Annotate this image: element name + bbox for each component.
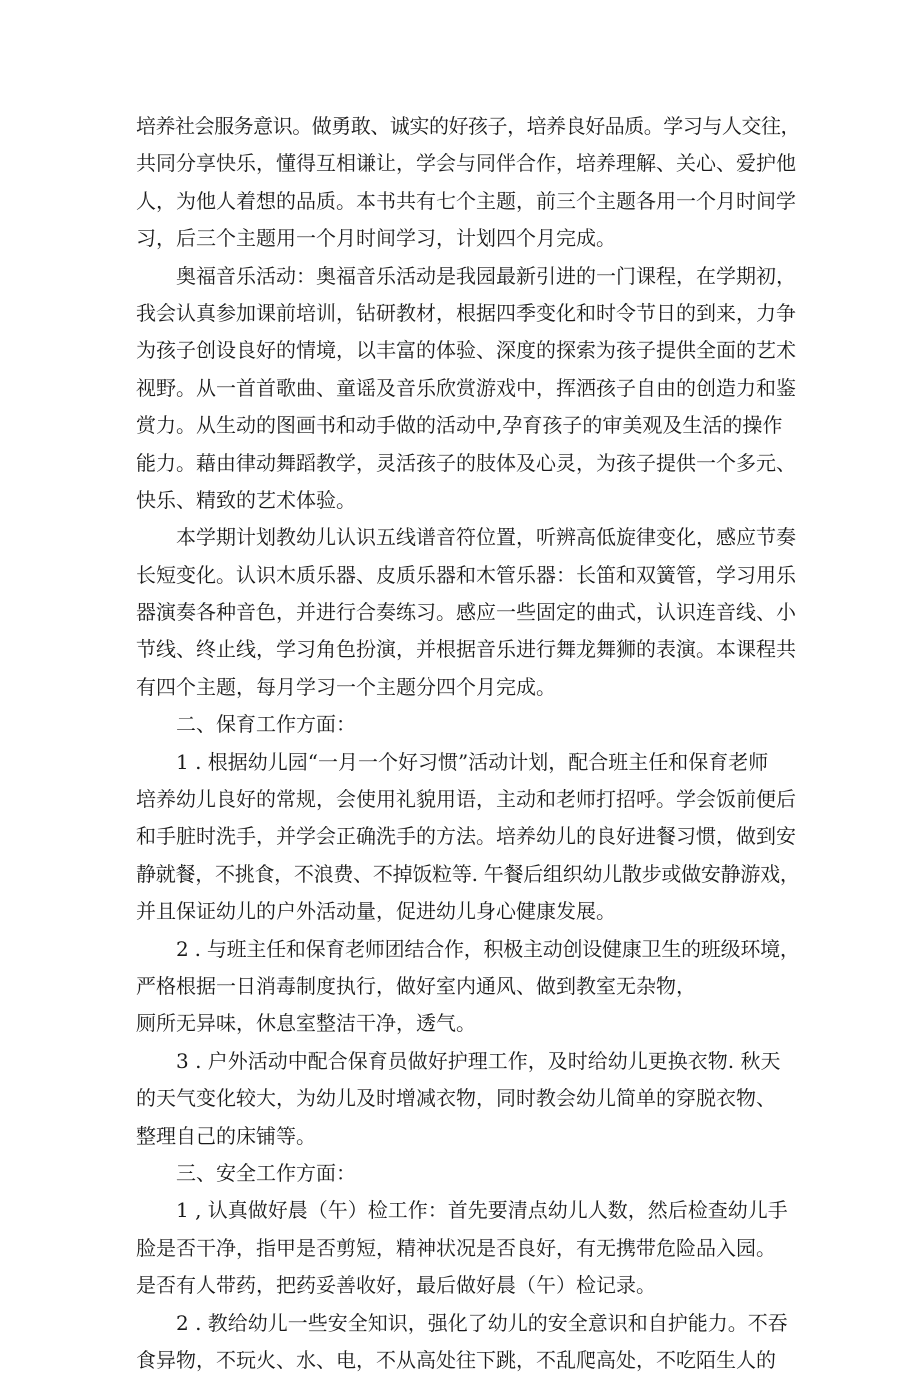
text-line: 的天气变化较大，为幼儿及时增减衣物，同时教会幼儿简单的穿脱衣物、 (136, 1080, 800, 1117)
paragraph (136, 931, 800, 1043)
text-line: 为孩子创设良好的情境，以丰富的体验、深度的探索为孩子提供全面的艺术 (136, 332, 800, 369)
text-line: 培养幼儿良好的常规，会使用礼貌用语，主动和老师打招呼。学会饭前便后 (136, 781, 800, 818)
text-line: 和手脏时洗手，并学会正确洗手的方法。培养幼儿的良好进餐习惯，做到安 (136, 818, 800, 855)
text-line: 视野。从一首首歌曲、童谣及音乐欣赏游戏中，挥洒孩子自由的创造力和鉴 (136, 370, 800, 407)
text-line: 我会认真参加课前培训，钻研教材，根据四季变化和时令节日的到来，力争 (136, 295, 800, 332)
text-line: 1 . 根据幼儿园“一月一个好习惯”活动计划，配合班主任和保育老师 (136, 744, 800, 781)
text-line: 静就餐，不挑食，不浪费、不掉饭粒等. 午餐后组织幼儿散步或做安静游戏， (136, 856, 800, 893)
text-line: 2 . 教给幼儿一些安全知识，强化了幼儿的安全意识和自护能力。不吞 (136, 1305, 800, 1342)
text-line: 器演奏各种音色，并进行合奏练习。感应一些固定的曲式，认识连音线、小 (136, 594, 800, 631)
paragraph (136, 1043, 800, 1155)
heading-text: 三、安全工作方面： (136, 1155, 800, 1192)
text-line: 快乐、精致的艺术体验。 (136, 482, 800, 519)
section-heading (136, 1155, 800, 1192)
document-body (136, 108, 800, 1379)
text-line: 人，为他人着想的品质。本书共有七个主题，前三个主题各用一个月时间学 (136, 183, 800, 220)
text-line: 2 . 与班主任和保育老师团结合作，积极主动创设健康卫生的班级环境， (136, 931, 800, 968)
text-line: 并且保证幼儿的户外活动量，促进幼儿身心健康发展。 (136, 893, 800, 930)
text-line: 脸是否干净，指甲是否剪短，精神状况是否良好，有无携带危险品入园。 (136, 1230, 800, 1267)
text-line: 有四个主题，每月学习一个主题分四个月完成。 (136, 669, 800, 706)
text-line: 1 , 认真做好晨（午）检工作：首先要清点幼儿人数，然后检查幼儿手 (136, 1192, 800, 1229)
text-line: 整理自己的床铺等。 (136, 1118, 800, 1155)
text-line: 能力。藉由律动舞蹈教学，灵活孩子的肢体及心灵，为孩子提供一个多元、 (136, 445, 800, 482)
text-line: 培养社会服务意识。做勇敢、诚实的好孩子，培养良好品质。学习与人交往， (136, 108, 800, 145)
text-line: 共同分享快乐，懂得互相谦让，学会与同伴合作，培养理解、关心、爱护他 (136, 145, 800, 182)
section-heading (136, 706, 800, 743)
paragraph (136, 1192, 800, 1304)
text-line: 赏力。从生动的图画书和动手做的活动中,孕育孩子的审美观及生活的操作 (136, 407, 800, 444)
text-line: 长短变化。认识木质乐器、皮质乐器和木管乐器：长笛和双簧管，学习用乐 (136, 557, 800, 594)
paragraph (136, 1305, 800, 1379)
text-line: 本学期计划教幼儿认识五线谱音符位置，听辨高低旋律变化，感应节奏 (136, 519, 800, 556)
text-line: 食异物，不玩火、水、电，不从高处往下跳，不乱爬高处，不吃陌生人的 (136, 1342, 800, 1379)
text-line: 严格根据一日消毒制度执行，做好室内通风、做到教室无杂物， (136, 968, 800, 1005)
paragraph (136, 108, 800, 258)
text-line: 习，后三个主题用一个月时间学习，计划四个月完成。 (136, 220, 800, 257)
text-line: 节线、终止线，学习角色扮演，并根据音乐进行舞龙舞狮的表演。本课程共 (136, 631, 800, 668)
text-line: 厕所无异味，休息室整洁干净，透气。 (136, 1005, 800, 1042)
heading-text: 二、保育工作方面： (136, 706, 800, 743)
text-line: 是否有人带药，把药妥善收好，最后做好晨（午）检记录。 (136, 1267, 800, 1304)
text-line: 3 . 户外活动中配合保育员做好护理工作，及时给幼儿更换衣物. 秋天 (136, 1043, 800, 1080)
paragraph (136, 519, 800, 706)
paragraph (136, 744, 800, 931)
paragraph (136, 258, 800, 520)
text-line: 奥福音乐活动：奥福音乐活动是我园最新引进的一门课程，在学期初， (136, 258, 800, 295)
